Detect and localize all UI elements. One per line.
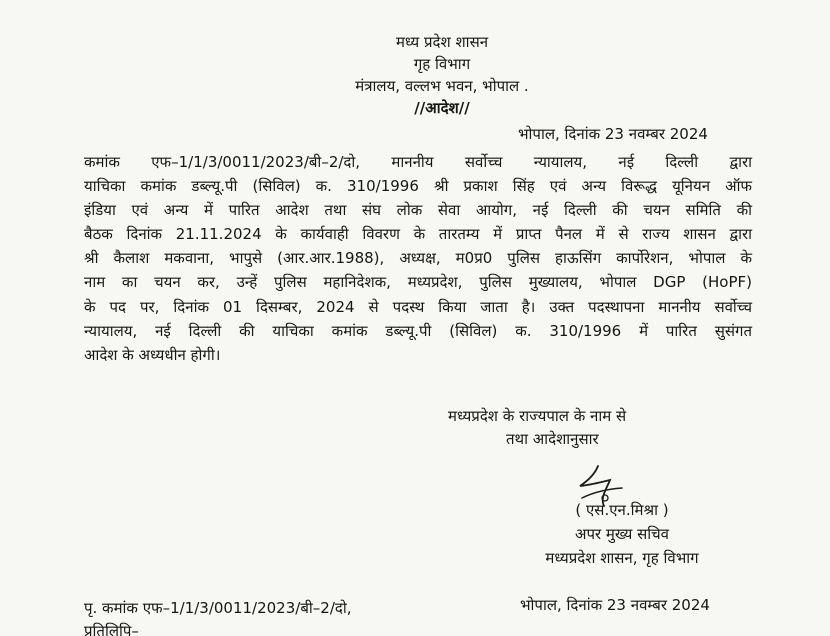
body-line: श्री कैलाश मकवाना, भापुसे (आर.आर.1988), अध्यक्ष, म0प्र0 पुलिस हाऊसिंग कार्पोरेशन, भोपाल के [84, 249, 752, 268]
body-line: इंडिया एवं अन्य में पारित आदेश तथा संघ लोक सेवा आयोग, नई दिल्ली की चयन समिति की [84, 201, 752, 220]
endorsement-date: भोपाल, दिनांक 23 नवम्बर 2024 [520, 596, 710, 614]
body-line: नाम का चयन कर, उन्हें पुलिस महानिदेशक, मध्यप्रदेश, पुलिस मुख्यालय, भोपाल DGP (HoPF) [84, 273, 752, 292]
body-line: बैठक दिनांक 21.11.2024 के कार्यवाही विवरण के तारतम्य में प्राप्त पैनल में से राज्य शासन द्वारा [84, 225, 752, 244]
issue-date: भोपाल, दिनांक 23 नवम्बर 2024 [518, 125, 708, 143]
authority-line: तथा आदेशानुसार [506, 430, 599, 448]
signatory-block [502, 498, 742, 570]
body-line: याचिका कमांक डब्ल्यू.पी (सिविल) क. 310/1996 श्री प्रकाश सिंह एवं अन्य विरूद्ध यूनियन ऑफ [84, 177, 752, 196]
order-title: //आदेश// [414, 99, 470, 117]
body-line: आदेश के अध्यधीन होगी। [84, 345, 221, 364]
government-name: मध्य प्रदेश शासन [395, 33, 489, 51]
endorsement-block [84, 597, 504, 636]
copy-to-label: प्रतिलिपि– [84, 622, 139, 636]
signatory-designation: अपर मुख्य सचिव [575, 525, 669, 543]
document-header [312, 31, 572, 119]
order-body [84, 150, 752, 367]
authority-statement [448, 405, 748, 451]
endorsement-number: पृ. कमांक एफ–1/1/3/0011/2023/बी–2/दो, [84, 599, 352, 617]
body-line: न्यायालय, नई दिल्ली की याचिका कमांक डब्ल्यू.पी (सिविल) क. 310/1996 में पारित सुसंगत [84, 321, 752, 340]
department-name: गृह विभाग [413, 55, 471, 73]
office-address: मंत्रालय, वल्लभ भवन, भोपाल . [355, 77, 529, 95]
signatory-name: ( एस.एन.मिश्रा ) [575, 501, 669, 519]
body-line: कमांक एफ–1/1/3/0011/2023/बी–2/दो, माननीय सर्वोच्च न्यायालय, नई दिल्ली द्वारा [84, 153, 752, 171]
signatory-department: मध्यप्रदेश शासन, गृह विभाग [545, 549, 699, 567]
authority-line: मध्यप्रदेश के राज्यपाल के नाम से [448, 407, 627, 425]
body-line: के पद पर, दिनांक 01 दिसम्बर, 2024 से पदस्थ किया जाता है। उक्त पदस्थापना माननीय सर्वोच्च [84, 297, 752, 316]
